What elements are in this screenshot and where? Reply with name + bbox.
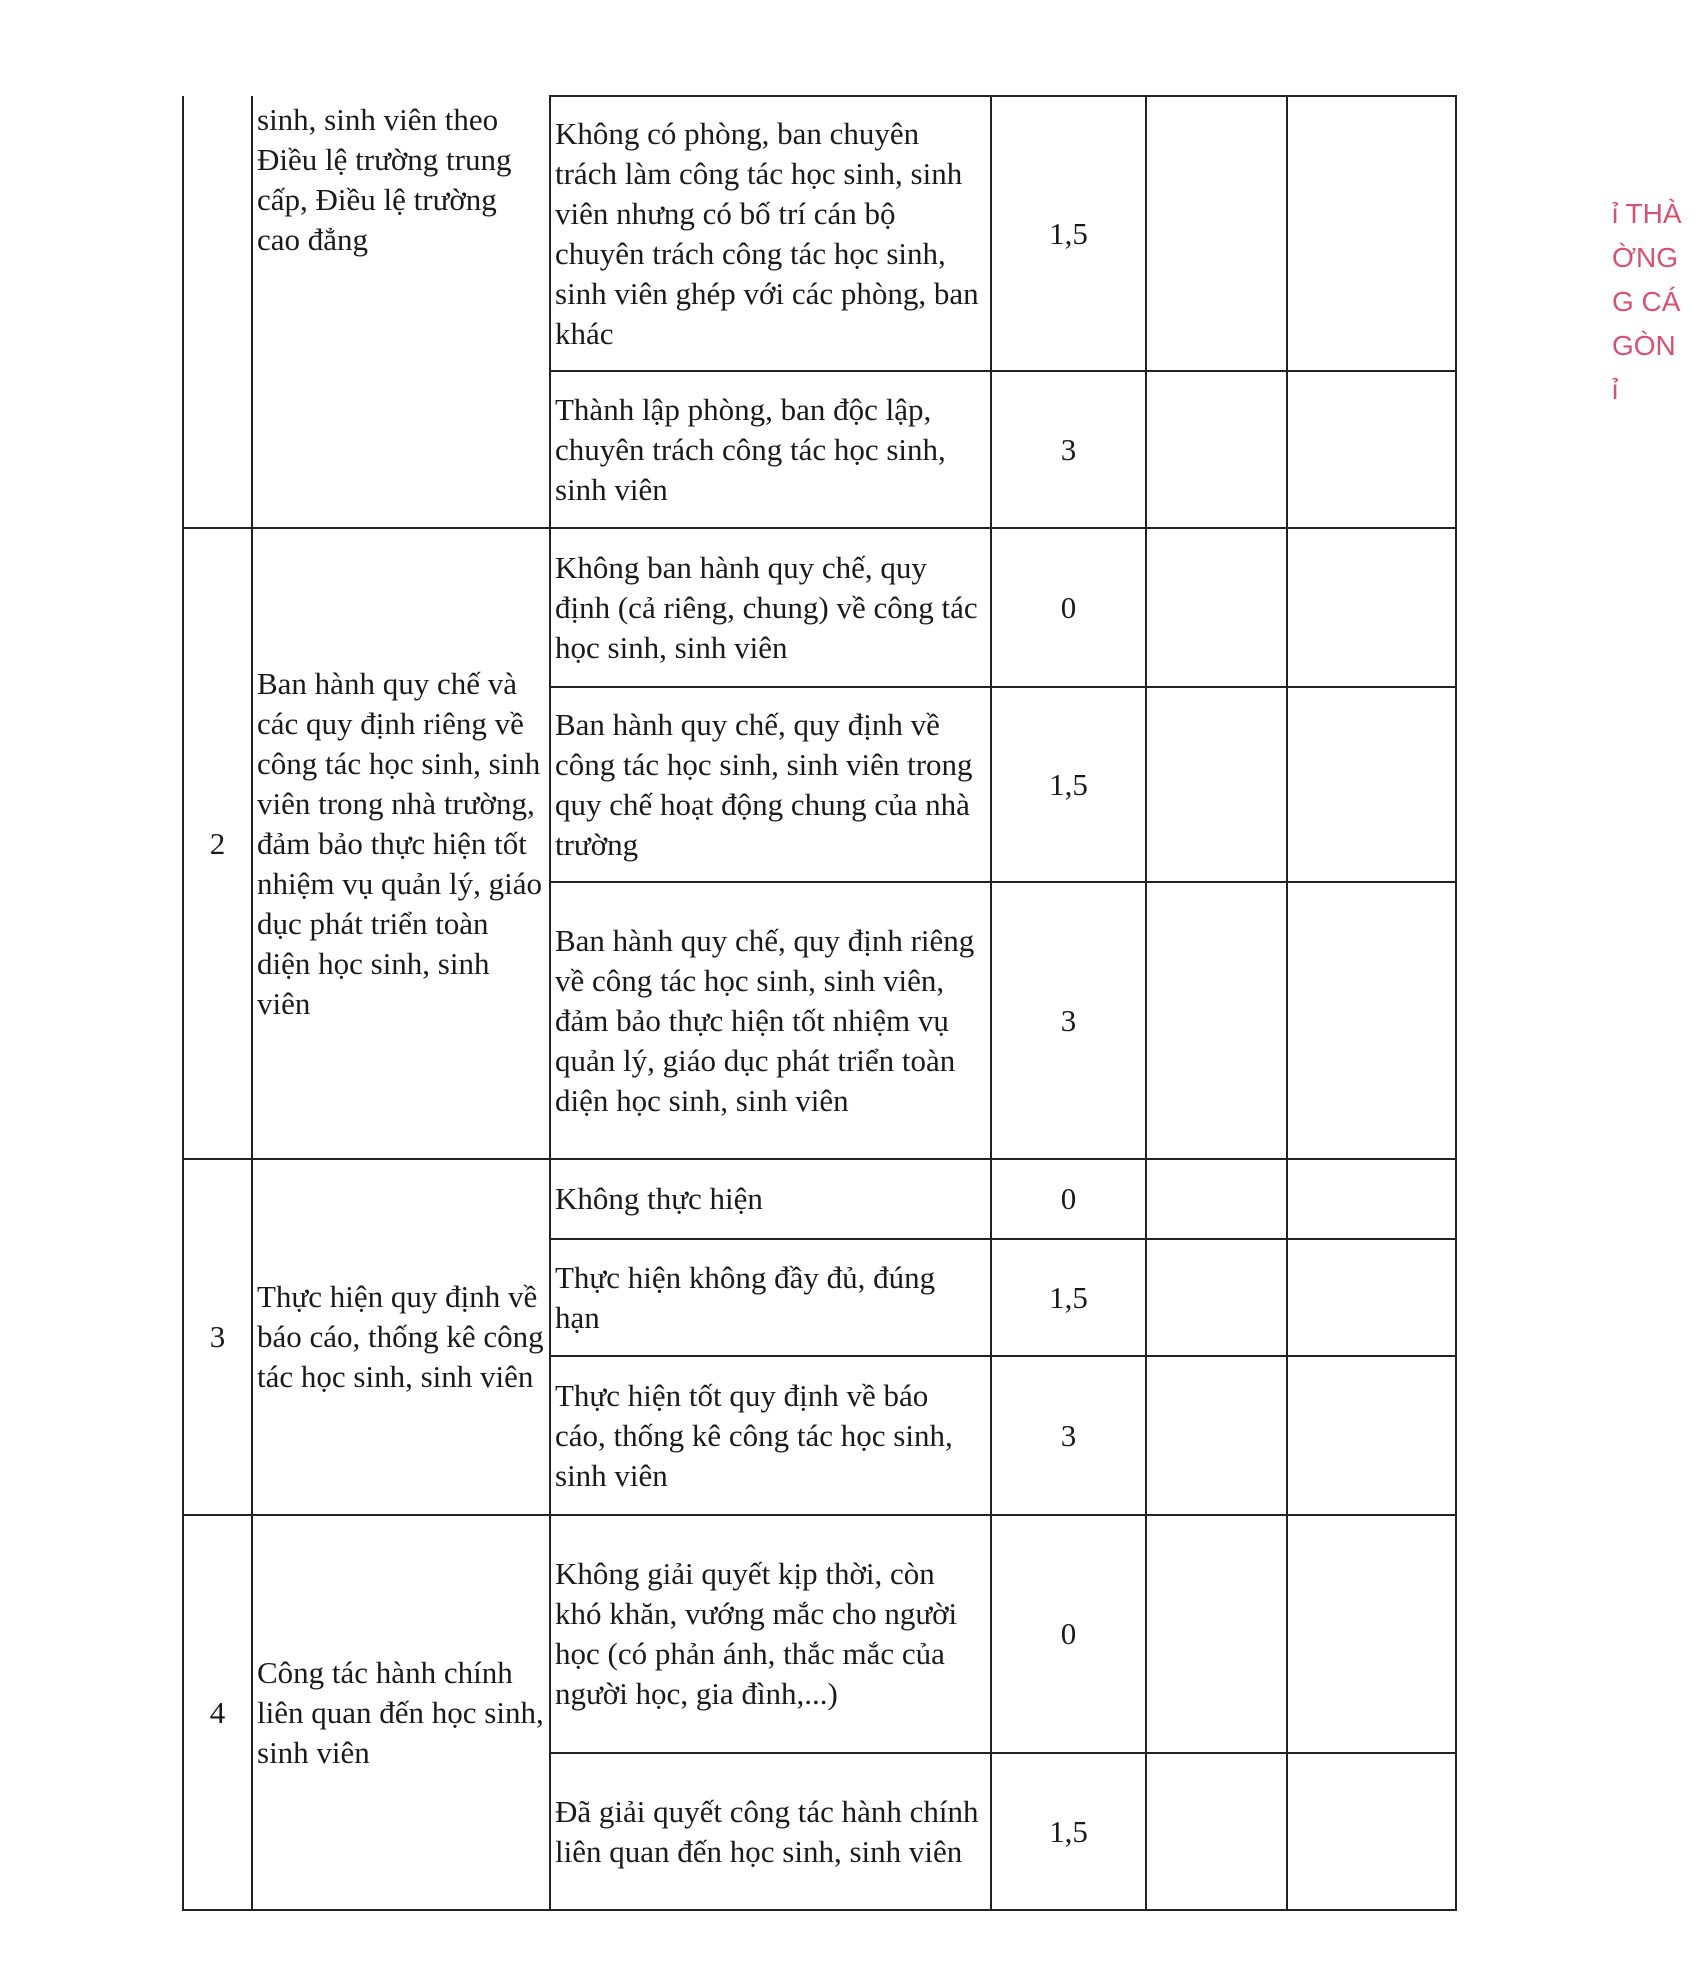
score-value: 3 bbox=[991, 371, 1146, 528]
level-text: Thực hiện tốt quy định về báo cáo, thống kê công tác học sinh, sinh viên bbox=[550, 1356, 991, 1515]
criteria-table bbox=[182, 95, 1457, 1911]
score-value: 1,5 bbox=[991, 96, 1146, 371]
stamp-text-line: GÒN bbox=[1612, 330, 1676, 361]
criterion-text: Thực hiện quy định về báo cáo, thống kê công tác học sinh, sinh viên bbox=[252, 1159, 550, 1515]
evaluation-cell bbox=[1287, 1159, 1456, 1239]
evaluation-cell bbox=[1287, 528, 1456, 687]
self-score-cell bbox=[1146, 1515, 1287, 1753]
level-text: Không ban hành quy chế, quy định (cả riêng, chung) về công tác học sinh, sinh viên bbox=[550, 528, 991, 687]
stamp-text-line: ỉ bbox=[1612, 374, 1619, 405]
criterion-number: 2 bbox=[183, 528, 252, 1159]
stamp-text-line: ỉ THÀ bbox=[1612, 198, 1682, 229]
level-text: Không có phòng, ban chuyên trách làm công tác học sinh, sinh viên nhưng có bố trí cán bộ chuyên trách công tác học sinh, sinh viên ghép với các phòng, ban khác bbox=[550, 96, 991, 371]
self-score-cell bbox=[1146, 1159, 1287, 1239]
table-row bbox=[183, 96, 1456, 371]
evaluation-cell bbox=[1287, 1515, 1456, 1753]
evaluation-cell bbox=[1287, 882, 1456, 1159]
red-stamp-fragment bbox=[1612, 192, 1682, 412]
stamp-text-line: ỜNG bbox=[1612, 242, 1679, 273]
self-score-cell bbox=[1146, 96, 1287, 371]
criterion-number: 4 bbox=[183, 1515, 252, 1910]
level-text: Ban hành quy chế, quy định riêng về công tác học sinh, sinh viên, đảm bảo thực hiện tốt nhiệm vụ quản lý, giáo dục phát triển toàn diện học sinh, sinh viên bbox=[550, 882, 991, 1159]
evaluation-cell bbox=[1287, 1356, 1456, 1515]
score-value: 1,5 bbox=[991, 687, 1146, 882]
self-score-cell bbox=[1146, 528, 1287, 687]
criterion-text: Công tác hành chính liên quan đến học sinh, sinh viên bbox=[252, 1515, 550, 1910]
level-text: Không giải quyết kịp thời, còn khó khăn, vướng mắc cho người học (có phản ánh, thắc mắc của người học, gia đình,...) bbox=[550, 1515, 991, 1753]
level-text: Thành lập phòng, ban độc lập, chuyên trách công tác học sinh, sinh viên bbox=[550, 371, 991, 528]
self-score-cell bbox=[1146, 1753, 1287, 1910]
self-score-cell bbox=[1146, 1239, 1287, 1356]
evaluation-cell bbox=[1287, 371, 1456, 528]
score-value: 3 bbox=[991, 1356, 1146, 1515]
stamp-text-line: G CÁ bbox=[1612, 286, 1681, 317]
score-value: 0 bbox=[991, 528, 1146, 687]
evaluation-cell bbox=[1287, 687, 1456, 882]
evaluation-cell bbox=[1287, 96, 1456, 371]
self-score-cell bbox=[1146, 1356, 1287, 1515]
level-text: Thực hiện không đầy đủ, đúng hạn bbox=[550, 1239, 991, 1356]
level-text: Đã giải quyết công tác hành chính liên quan đến học sinh, sinh viên bbox=[550, 1753, 991, 1910]
self-score-cell bbox=[1146, 687, 1287, 882]
criterion-number: 3 bbox=[183, 1159, 252, 1515]
score-value: 1,5 bbox=[991, 1753, 1146, 1910]
evaluation-cell bbox=[1287, 1753, 1456, 1910]
self-score-cell bbox=[1146, 371, 1287, 528]
evaluation-cell bbox=[1287, 1239, 1456, 1356]
table-row bbox=[183, 528, 1456, 687]
score-value: 3 bbox=[991, 882, 1146, 1159]
level-text: Không thực hiện bbox=[550, 1159, 991, 1239]
criterion-text: Ban hành quy chế và các quy định riêng về công tác học sinh, sinh viên trong nhà trường, đảm bảo thực hiện tốt nhiệm vụ quản lý, giáo dục phát triển toàn diện học sinh, sinh viên bbox=[252, 528, 550, 1159]
criterion-number bbox=[183, 96, 252, 528]
score-value: 0 bbox=[991, 1159, 1146, 1239]
table-row bbox=[183, 1159, 1456, 1239]
score-value: 0 bbox=[991, 1515, 1146, 1753]
score-value: 1,5 bbox=[991, 1239, 1146, 1356]
criterion-text: sinh, sinh viên theo Điều lệ trường trung cấp, Điều lệ trường cao đẳng bbox=[252, 96, 550, 528]
self-score-cell bbox=[1146, 882, 1287, 1159]
level-text: Ban hành quy chế, quy định về công tác học sinh, sinh viên trong quy chế hoạt động chung của nhà trường bbox=[550, 687, 991, 882]
table-row bbox=[183, 1515, 1456, 1753]
